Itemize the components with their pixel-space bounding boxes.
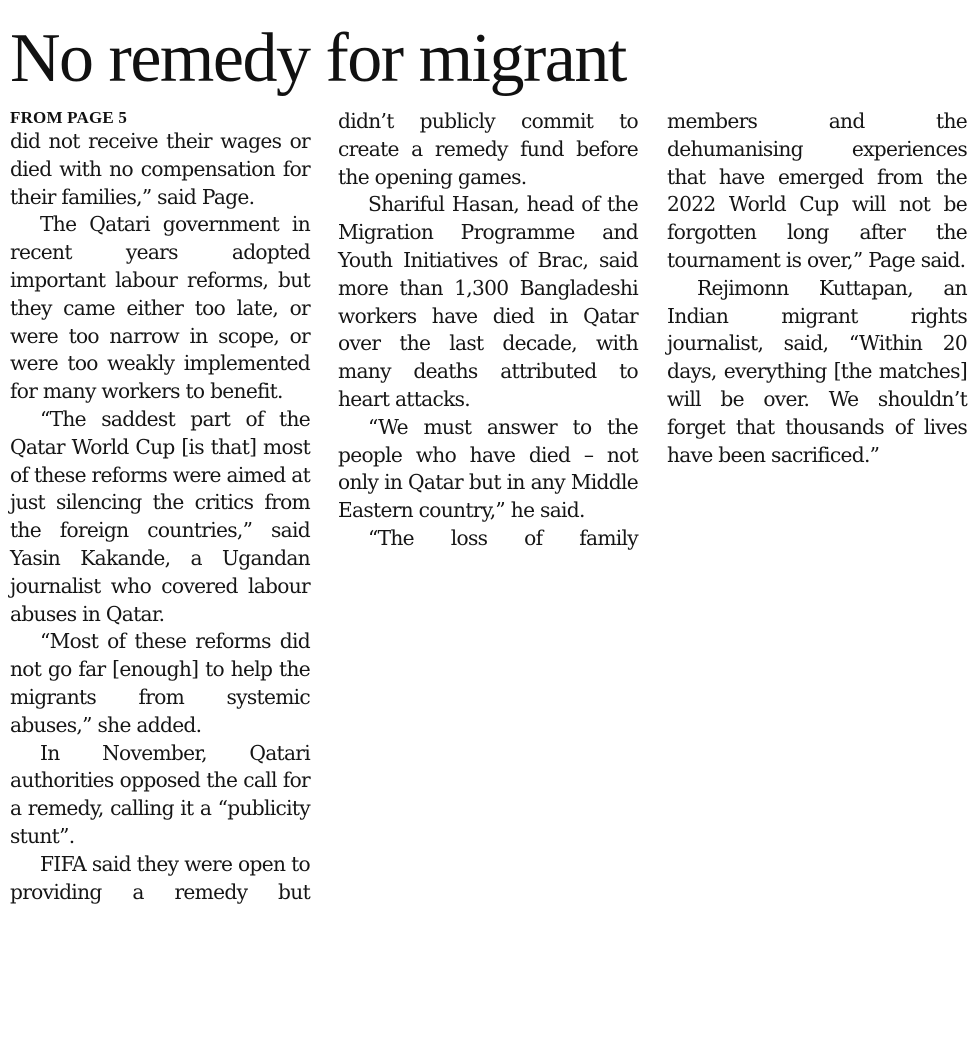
paragraph: “The saddest part of the Qatar World Cup [is that] most of these reforms were aimed at just silencing the critics from the foreign countries,” said Yasin Kakande, a Ugandan journalist who covered labour abuses in Qatar. — [10, 406, 310, 626]
column-3 — [667, 108, 967, 469]
paragraph: FIFA said they were open to providing a remedy but — [10, 851, 310, 904]
paragraph: Shariful Hasan, head of the Migration Programme and Youth Initiatives of Brac, said more than 1,300 Bangladeshi workers have died in Qatar over the last decade, with many deaths attributed to heart attacks. — [338, 192, 638, 411]
paragraph: “The loss of family — [368, 525, 638, 550]
paragraph: members and the dehumanising experiences that have emerged from the 2022 World Cup will not be forgotten long after the tournament is over,” Page said. — [667, 109, 967, 272]
paragraph: The Qatari government in recent years adopted important labour reforms, but they came either too late, or were too narrow in scope, or were too weakly implemented for many workers to benefit. — [10, 212, 310, 404]
paragraph: “We must answer to the people who have died – not only in Qatar but in any Middle Eastern country,” he said. — [338, 414, 638, 523]
column-2 — [338, 108, 638, 553]
column-1 — [10, 108, 310, 906]
paragraph: didn’t publicly commit to create a remedy fund before the opening games. — [338, 109, 638, 189]
jump-line: FROM PAGE 5 — [10, 108, 128, 127]
headline: No remedy for migrant — [10, 20, 626, 97]
paragraph: In November, Qatari authorities opposed the call for a remedy, calling it a “publicity stunt”. — [10, 740, 310, 848]
paragraph: “Most of these reforms did not go far [enough] to help the migrants from systemic abuses,” she added. — [10, 629, 310, 737]
paragraph: Rejimonn Kuttapan, an Indian migrant rights journalist, said, “Within 20 days, everything [the matches] will be over. We shouldn’t forget that thousands of lives have been sacrificed.” — [667, 275, 967, 467]
paragraph: did not receive their wages or died with no compensation for their families,” said Page. — [10, 129, 310, 209]
